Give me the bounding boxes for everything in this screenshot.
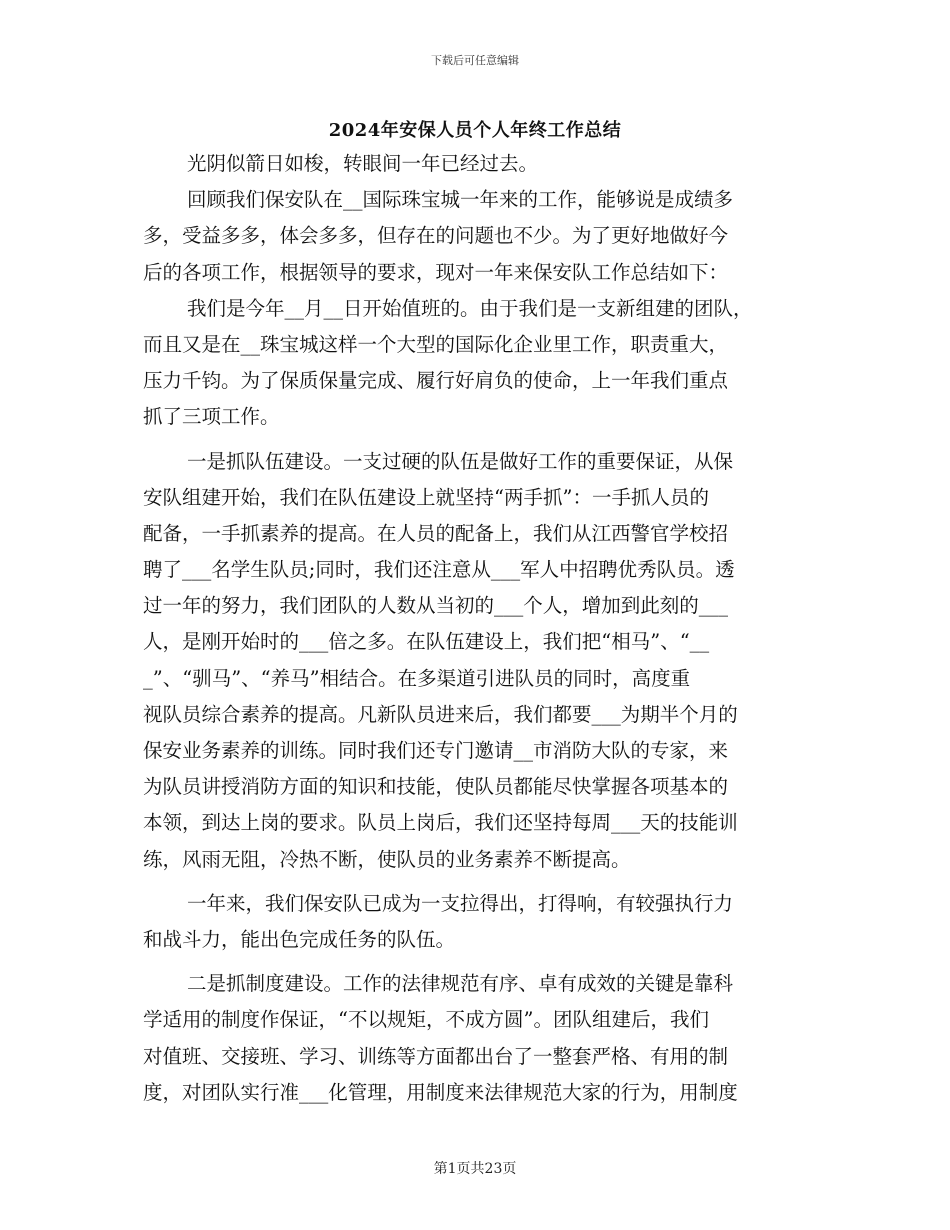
paragraph-line: 后的各项工作，根据领导的要求，现对一年来保安队工作总结如下： <box>143 260 729 284</box>
header-note: 下载后可任意编辑 <box>431 54 519 67</box>
paragraph-line: 保安业务素养的训练。同时我们还专门邀请__市消防大队的专家，来 <box>143 739 729 762</box>
paragraph-line: 人，是刚开始时的___倍之多。在队伍建设上，我们把“相马”、“__ <box>143 630 710 654</box>
paragraph-line: 而且又是在__珠宝城这样一个大型的国际化企业里工作，职责重大， <box>143 332 729 356</box>
paragraph-line: _”、“驯马”、“养马”相结合。在多渠道引进队员的同时，高度重 <box>143 666 691 690</box>
paragraph-line: 为队员讲授消防方面的知识和技能，使队员都能尽快掌握各项基本的 <box>143 775 729 799</box>
paragraph-line: 二是抓制度建设。工作的法律规范有序、卓有成效的关键是靠科 <box>187 972 734 996</box>
paragraph-line: 配备，一手抓素养的提高。在人员的配备上，我们从江西警官学校招 <box>143 521 729 545</box>
document-title: 2024年安保人员个人年终工作总结 <box>328 120 622 141</box>
paragraph-line: 过一年的努力，我们团队的人数从当初的___个人，增加到此刻的___ <box>143 594 729 618</box>
paragraph-line: 光阴似箭日如梭，转眼间一年已经过去。 <box>187 152 539 175</box>
paragraph-line: 视队员综合素养的提高。凡新队员进来后，我们都要___为期半个月的 <box>143 702 738 726</box>
paragraph-line: 本领，到达上岗的要求。队员上岗后，我们还坚持每周___天的技能训 <box>143 811 738 835</box>
paragraph-line: 多，受益多多，体会多多，但存在的问题也不少。为了更好地做好今 <box>143 224 729 248</box>
paragraph-line: 一年来，我们保安队已成为一支拉得出，打得响，有较强执行力 <box>187 891 734 915</box>
paragraph-line: 度，对团队实行准___化管理，用制度来法律规范大家的行为，用制度 <box>143 1080 738 1104</box>
paragraph-line: 聘了___名学生队员;同时，我们还注意从___军人中招聘优秀队员。透 <box>143 558 735 582</box>
paragraph-line: 安队组建开始，我们在队伍建设上就坚持“两手抓”：一手抓人员的 <box>143 485 709 509</box>
document-body <box>143 146 808 1111</box>
paragraph-line: 对值班、交接班、学习、训练等方面都出台了一整套严格、有用的制 <box>143 1044 729 1068</box>
paragraph-line: 我们是今年__月__日开始值班的。由于我们是一支新组建的团队， <box>187 296 753 320</box>
page-footer: 第1页共23页 <box>433 1161 517 1177</box>
paragraph-line: 一是抓队伍建设。一支过硬的队伍是做好工作的重要保证，从保 <box>187 449 734 473</box>
paragraph-line: 学适用的制度作保证，“不以规矩，不成方圆”。团队组建后，我们 <box>143 1008 709 1032</box>
paragraph-line: 练，风雨无阻，冷热不断，使队员的业务素养不断提高。 <box>143 847 631 871</box>
paragraph-line: 压力千钧。为了保质保量完成、履行好肩负的使命，上一年我们重点 <box>143 369 729 393</box>
paragraph-line: 抓了三项工作。 <box>143 405 280 429</box>
paragraph-line: 和战斗力，能出色完成任务的队伍。 <box>143 927 456 951</box>
paragraph-line: 回顾我们保安队在__国际珠宝城一年来的工作，能够说是成绩多 <box>187 188 734 212</box>
